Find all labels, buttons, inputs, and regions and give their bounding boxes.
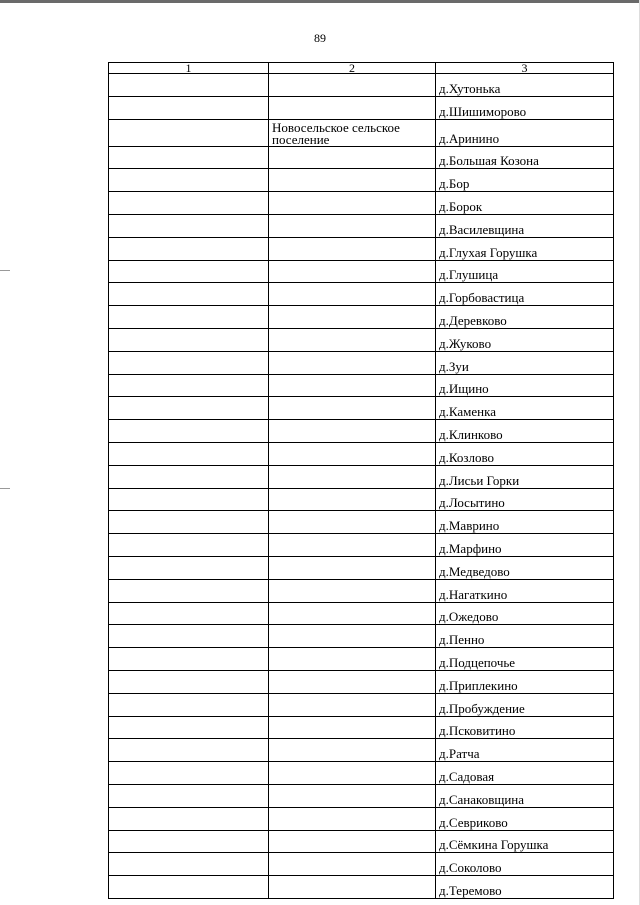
table-row [109,830,614,853]
cell-village: д.Зуи [436,351,614,374]
cell-col1 [109,853,269,876]
cell-settlement [269,465,436,488]
cell-settlement [269,397,436,420]
cell-col1 [109,374,269,397]
top-scan-line [0,0,640,3]
table-row [109,784,614,807]
cell-settlement [269,602,436,625]
cell-village: д.Хутонька [436,74,614,97]
cell-settlement [269,237,436,260]
cell-village: д.Сёмкина Горушка [436,830,614,853]
table-body [109,74,614,899]
cell-col1 [109,397,269,420]
cell-village: д.Козлово [436,442,614,465]
table-row [109,556,614,579]
cell-village: д.Садовая [436,762,614,785]
cell-settlement [269,488,436,511]
cell-col1 [109,762,269,785]
cell-village: д.Нагаткино [436,579,614,602]
table-row [109,670,614,693]
table-row [109,716,614,739]
cell-village: д.Клинково [436,420,614,443]
cell-col1 [109,648,269,671]
table-row [109,306,614,329]
cell-village: д.Медведово [436,556,614,579]
cell-col1 [109,351,269,374]
cell-settlement [269,306,436,329]
cell-settlement [269,716,436,739]
cell-col1 [109,625,269,648]
cell-settlement [269,625,436,648]
cell-col1 [109,579,269,602]
cell-village: д.Бор [436,169,614,192]
cell-col1 [109,192,269,215]
cell-col1 [109,119,269,146]
cell-village: д.Василевщина [436,214,614,237]
cell-settlement [269,853,436,876]
cell-settlement [269,739,436,762]
cell-settlement [269,283,436,306]
table-row [109,693,614,716]
table-row [109,762,614,785]
cell-settlement [269,830,436,853]
cell-village: д.Пенно [436,625,614,648]
cell-settlement [269,260,436,283]
cell-settlement: Новосельское сельское поселение [269,119,436,146]
table-row [109,169,614,192]
cell-col1 [109,283,269,306]
table-row [109,96,614,119]
cell-village: д.Ратча [436,739,614,762]
cell-village: д.Глушица [436,260,614,283]
cell-settlement [269,420,436,443]
cell-settlement [269,807,436,830]
cell-village: д.Марфино [436,534,614,557]
cell-village: д.Псковитино [436,716,614,739]
table-row [109,511,614,534]
cell-village: д.Севриково [436,807,614,830]
cell-settlement [269,784,436,807]
cell-col1 [109,693,269,716]
cell-settlement [269,146,436,169]
cell-village: д.Санаковщина [436,784,614,807]
cell-settlement [269,374,436,397]
cell-col1 [109,488,269,511]
cell-village: д.Ожедово [436,602,614,625]
table-row [109,119,614,146]
cell-col1 [109,511,269,534]
column-header: 3 [436,63,614,74]
table-row [109,876,614,899]
table-row [109,374,614,397]
page-number: 89 [314,31,326,45]
table-row [109,397,614,420]
cell-village: д.Ищино [436,374,614,397]
table-header-row [109,63,614,74]
margin-mark [0,270,10,271]
cell-settlement [269,442,436,465]
cell-settlement [269,693,436,716]
cell-col1 [109,534,269,557]
cell-settlement [269,762,436,785]
cell-settlement [269,579,436,602]
cell-col1 [109,328,269,351]
cell-village: д.Борок [436,192,614,215]
settlements-table [108,62,614,899]
column-header: 2 [269,63,436,74]
cell-settlement [269,351,436,374]
table-row [109,237,614,260]
cell-col1 [109,260,269,283]
cell-village: д.Маврино [436,511,614,534]
table-row [109,807,614,830]
cell-settlement [269,214,436,237]
cell-settlement [269,328,436,351]
cell-col1 [109,784,269,807]
cell-settlement [269,511,436,534]
cell-settlement [269,648,436,671]
margin-mark [0,488,10,489]
cell-village: д.Подцепочье [436,648,614,671]
table-row [109,465,614,488]
table-row [109,420,614,443]
cell-col1 [109,807,269,830]
cell-settlement [269,534,436,557]
cell-village: д.Деревково [436,306,614,329]
table-row [109,328,614,351]
cell-village: д.Соколово [436,853,614,876]
table-row [109,602,614,625]
cell-col1 [109,556,269,579]
cell-village: д.Жуково [436,328,614,351]
cell-col1 [109,602,269,625]
cell-village: д.Теремово [436,876,614,899]
cell-village: д.Лисьи Горки [436,465,614,488]
table-row [109,625,614,648]
table-row [109,283,614,306]
cell-col1 [109,146,269,169]
cell-col1 [109,214,269,237]
table-row [109,260,614,283]
cell-village: д.Приплекино [436,670,614,693]
cell-village: д.Глухая Горушка [436,237,614,260]
cell-village: д.Большая Козона [436,146,614,169]
column-header: 1 [109,63,269,74]
cell-village: д.Аринино [436,119,614,146]
cell-col1 [109,442,269,465]
cell-col1 [109,716,269,739]
cell-settlement [269,169,436,192]
cell-col1 [109,169,269,192]
table-row [109,351,614,374]
cell-settlement [269,192,436,215]
cell-settlement [269,670,436,693]
cell-col1 [109,306,269,329]
cell-col1 [109,465,269,488]
table-row [109,739,614,762]
table-row [109,488,614,511]
cell-col1 [109,670,269,693]
table-row [109,534,614,557]
cell-settlement [269,96,436,119]
table-row [109,648,614,671]
cell-settlement [269,74,436,97]
table-row [109,853,614,876]
table-row [109,74,614,97]
cell-village: д.Лосытино [436,488,614,511]
cell-village: д.Шишиморово [436,96,614,119]
table-row [109,192,614,215]
cell-settlement [269,556,436,579]
cell-village: д.Пробуждение [436,693,614,716]
cell-col1 [109,237,269,260]
cell-settlement [269,876,436,899]
cell-col1 [109,74,269,97]
table-row [109,146,614,169]
cell-village: д.Горбовастица [436,283,614,306]
cell-col1 [109,876,269,899]
cell-col1 [109,830,269,853]
cell-village: д.Каменка [436,397,614,420]
cell-col1 [109,96,269,119]
table-row [109,442,614,465]
table-row [109,579,614,602]
cell-col1 [109,739,269,762]
table-row [109,214,614,237]
cell-col1 [109,420,269,443]
